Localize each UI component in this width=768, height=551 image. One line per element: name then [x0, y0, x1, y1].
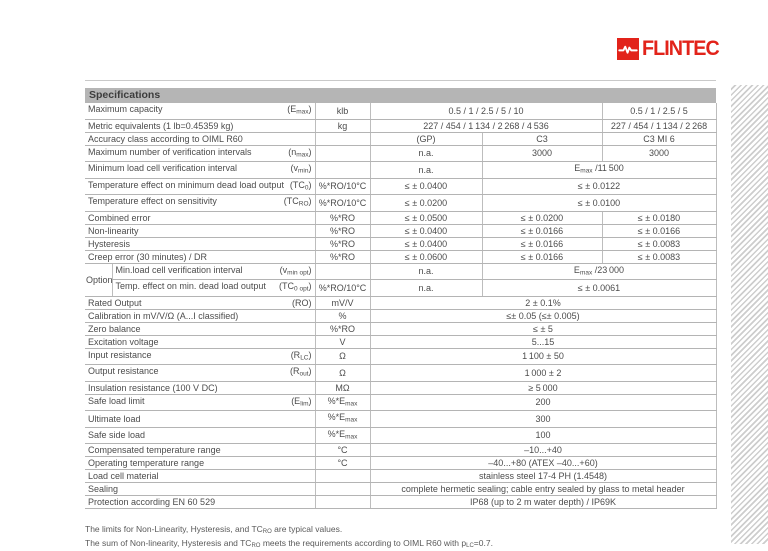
spec-row: [85, 470, 716, 483]
spec-row: [85, 250, 716, 263]
spec-value: ≤ ± 0.0180: [602, 211, 716, 224]
spec-row: [85, 427, 716, 444]
option-group-label: Option: [85, 263, 112, 296]
spec-value: 0.5 / 1 / 2.5 / 5: [602, 103, 716, 119]
spec-value: 3000: [482, 145, 602, 162]
spec-row: [85, 195, 716, 212]
spec-value: $E_{max}$ /11 500: [482, 162, 716, 179]
spec-unit: [315, 470, 370, 483]
spec-label-cell: [85, 457, 315, 470]
spec-unit: [315, 145, 370, 162]
spec-row: [85, 280, 716, 297]
footnotes: [85, 524, 716, 551]
spec-label-cell: [85, 381, 315, 394]
spec-label: Operating temperature range: [88, 457, 204, 469]
spec-symbol: $(E_{max})$: [287, 103, 311, 119]
spec-label: Insulation resistance (100 V DC): [88, 382, 218, 394]
pulse-icon: [617, 38, 639, 60]
spec-label-cell: [85, 195, 315, 212]
spec-value: n.a.: [370, 162, 482, 179]
spec-row: [85, 211, 716, 224]
spec-value: n.a.: [370, 280, 482, 297]
specifications-title: Specifications: [85, 88, 716, 103]
spec-row: [85, 381, 716, 394]
spec-row: [85, 444, 716, 457]
spec-value: ≤ ± 0.0600: [370, 250, 482, 263]
spec-unit: V: [315, 335, 370, 348]
footnote-line: The limits for Non-Linearity, Hysteresis, and $TC_{RO}$ are typical values.: [85, 524, 716, 538]
spec-label-cell: [85, 237, 315, 250]
spec-label: Rated Output: [88, 297, 142, 309]
spec-symbol: $(TC_0)$: [290, 179, 312, 195]
spec-value: ≤ ± 0.0400: [370, 224, 482, 237]
spec-unit: mV/V: [315, 296, 370, 309]
spec-label-cell: [85, 348, 315, 365]
spec-value: ≤ ± 5: [370, 322, 716, 335]
flintec-logo: [617, 38, 724, 60]
spec-label: Calibration in mV/V/Ω (A...I classified): [88, 310, 238, 322]
spec-row: [85, 237, 716, 250]
spec-unit: MΩ: [315, 381, 370, 394]
spec-row: [85, 119, 716, 132]
spec-value: ≤ ± 0.0122: [482, 178, 716, 195]
spec-label-cell: [85, 224, 315, 237]
spec-row: [85, 145, 716, 162]
spec-symbol: $(E_{lim})$: [291, 395, 311, 411]
spec-label: Combined error: [88, 212, 151, 224]
spec-label-cell: [85, 309, 315, 322]
spec-value: ≤ ± 0.0166: [482, 250, 602, 263]
spec-label: Ultimate load: [88, 413, 141, 425]
spec-unit: %: [315, 309, 370, 322]
specifications-section: [85, 88, 716, 551]
spec-label-cell: [85, 470, 315, 483]
spec-row: [85, 132, 716, 145]
spec-symbol: $(R_{out})$: [290, 365, 312, 381]
spec-row: [85, 496, 716, 509]
spec-unit: %*RO/10°C: [315, 178, 370, 195]
spec-label-cell: [85, 119, 315, 132]
spec-value: ≤ ± 0.0400: [370, 178, 482, 195]
spec-label-cell: [85, 335, 315, 348]
spec-label: Excitation voltage: [88, 336, 159, 348]
spec-unit: kg: [315, 119, 370, 132]
spec-value: ≤ ± 0.0166: [602, 224, 716, 237]
spec-label: Output resistance: [88, 365, 159, 377]
spec-label-cell: [85, 296, 315, 309]
spec-symbol: $(TC_{RO})$: [284, 195, 312, 211]
spec-label: Temperature effect on minimum dead load output: [88, 179, 284, 191]
spec-label-cell: [85, 444, 315, 457]
spec-value: stainless steel 17-4 PH (1.4548): [370, 470, 716, 483]
spec-unit: %*RO/10°C: [315, 280, 370, 297]
spec-unit: Ω: [315, 348, 370, 365]
spec-unit: °C: [315, 444, 370, 457]
spec-label-cell: [112, 263, 315, 280]
spec-unit: [315, 483, 370, 496]
spec-label-cell: [85, 211, 315, 224]
spec-unit: [315, 263, 370, 280]
spec-label-cell: [85, 162, 315, 179]
spec-unit: %*RO/10°C: [315, 195, 370, 212]
spec-value: ≥ 5 000: [370, 381, 716, 394]
spec-row: [85, 365, 716, 382]
spec-value: ≤ ± 0.0200: [482, 211, 602, 224]
spec-row: [85, 335, 716, 348]
spec-row: [85, 103, 716, 119]
spec-row: [85, 296, 716, 309]
spec-label: Metric equivalents (1 lb=0.45359 kg): [88, 120, 233, 132]
spec-label-cell: [85, 483, 315, 496]
spec-symbol: $(v_{min opt})$: [280, 264, 312, 280]
footnote-line: The sum of Non-linearity, Hysteresis and $TC_{RO}$ meets the requirements according to OIML R60 with $p_{LC}=0.7$.: [85, 538, 716, 551]
spec-value: complete hermetic sealing; cable entry sealed by glass to metal header: [370, 483, 716, 496]
spec-label-cell: [85, 103, 315, 119]
spec-label: Safe load limit: [88, 395, 145, 407]
spec-value: ≤ ± 0.0400: [370, 237, 482, 250]
spec-unit: %*RO: [315, 237, 370, 250]
spec-label-cell: [85, 365, 315, 382]
spec-label: Creep error (30 minutes) / DR: [88, 251, 207, 263]
spec-row: [85, 348, 716, 365]
spec-value: ≤± 0.05 (≤± 0.005): [370, 309, 716, 322]
spec-unit: [315, 132, 370, 145]
spec-label: Input resistance: [88, 349, 152, 361]
spec-unit: %*RO: [315, 224, 370, 237]
spec-label-cell: [85, 394, 315, 411]
spec-value: C3: [482, 132, 602, 145]
spec-row: [85, 309, 716, 322]
spec-symbol: $(n_{max})$: [288, 146, 311, 162]
spec-value: ≤ ± 0.0500: [370, 211, 482, 224]
spec-row: [85, 224, 716, 237]
spec-value: 200: [370, 394, 716, 411]
spec-value: 227 / 454 / 1 134 / 2 268 / 4 536: [370, 119, 602, 132]
spec-label-cell: [85, 178, 315, 195]
spec-value: C3 MI 6: [602, 132, 716, 145]
spec-label-cell: [85, 427, 315, 444]
spec-value: n.a.: [370, 263, 482, 280]
spec-value: 0.5 / 1 / 2.5 / 5 / 10: [370, 103, 602, 119]
spec-unit: %*RO: [315, 250, 370, 263]
spec-label-cell: [85, 132, 315, 145]
spec-row: [85, 178, 716, 195]
spec-symbol: (RO): [292, 297, 312, 309]
flintec-wordmark: FLINTEC: [642, 38, 719, 60]
spec-row: [85, 263, 716, 280]
spec-value: n.a.: [370, 145, 482, 162]
spec-label: Sealing: [88, 483, 118, 495]
spec-value: ≤ ± 0.0200: [370, 195, 482, 212]
spec-label-cell: [112, 280, 315, 297]
spec-value: 1 000 ± 2: [370, 365, 716, 382]
spec-value: 300: [370, 411, 716, 428]
spec-row: [85, 322, 716, 335]
spec-label: Maximum number of verification intervals: [88, 146, 252, 158]
spec-label: Protection according EN 60 529: [88, 496, 215, 508]
spec-value: 100: [370, 427, 716, 444]
spec-row: [85, 483, 716, 496]
spec-value: $E_{max}$ /23 000: [482, 263, 716, 280]
spec-unit: %*RO: [315, 211, 370, 224]
spec-label: Min.load cell verification interval: [116, 264, 243, 276]
spec-value: ≤ ± 0.0083: [602, 237, 716, 250]
spec-label: Load cell material: [88, 470, 159, 482]
spec-value: (GP): [370, 132, 482, 145]
spec-row: [85, 411, 716, 428]
spec-row: [85, 394, 716, 411]
spec-label: Minimum load cell verification interval: [88, 162, 237, 174]
spec-value: ≤ ± 0.0166: [482, 237, 602, 250]
spec-value: –10...+40: [370, 444, 716, 457]
spec-value: ≤ ± 0.0100: [482, 195, 716, 212]
spec-unit: [315, 162, 370, 179]
spec-unit: $\%*E_{max}$: [315, 427, 370, 444]
spec-label-cell: [85, 411, 315, 428]
spec-symbol: $(R_{LC})$: [291, 349, 312, 365]
spec-symbol: $(v_{min})$: [291, 162, 312, 178]
spec-unit: Ω: [315, 365, 370, 382]
spec-label-cell: [85, 322, 315, 335]
spec-symbol: $(TC_{0 opt})$: [279, 280, 311, 296]
spec-value: ≤ ± 0.0083: [602, 250, 716, 263]
spec-row: [85, 162, 716, 179]
spec-value: ≤ ± 0.0166: [482, 224, 602, 237]
spec-row: [85, 457, 716, 470]
spec-value: –40...+80 (ATEX –40...+60): [370, 457, 716, 470]
spec-label: Non-linearity: [88, 225, 139, 237]
spec-value: 2 ± 0.1%: [370, 296, 716, 309]
spec-value: IP68 (up to 2 m water depth) / IP69K: [370, 496, 716, 509]
spec-value: 3000: [602, 145, 716, 162]
spec-label-cell: [85, 145, 315, 162]
spec-label: Hysteresis: [88, 238, 130, 250]
spec-unit: $\%*E_{max}$: [315, 411, 370, 428]
spec-unit: $\%*E_{max}$: [315, 394, 370, 411]
spec-label: Safe side load: [88, 429, 145, 441]
spec-label-cell: [85, 496, 315, 509]
spec-unit: %*RO: [315, 322, 370, 335]
spec-unit: [315, 496, 370, 509]
spec-value: 5...15: [370, 335, 716, 348]
diagonal-stripes-decoration: [731, 85, 768, 544]
spec-label: Accuracy class according to OIML R60: [88, 133, 243, 145]
spec-value: ≤ ± 0.0061: [482, 280, 716, 297]
spec-value: 1 100 ± 50: [370, 348, 716, 365]
spec-unit: °C: [315, 457, 370, 470]
spec-label: Compensated temperature range: [88, 444, 221, 456]
spec-label: Temperature effect on sensitivity: [88, 195, 217, 207]
spec-label: Maximum capacity: [88, 103, 163, 115]
spec-label-cell: [85, 250, 315, 263]
specifications-table: [85, 103, 717, 509]
spec-unit: klb: [315, 103, 370, 119]
spec-value: 227 / 454 / 1 134 / 2 268: [602, 119, 716, 132]
top-divider: [85, 80, 716, 81]
spec-label: Temp. effect on min. dead load output: [116, 280, 266, 292]
spec-label: Zero balance: [88, 323, 141, 335]
